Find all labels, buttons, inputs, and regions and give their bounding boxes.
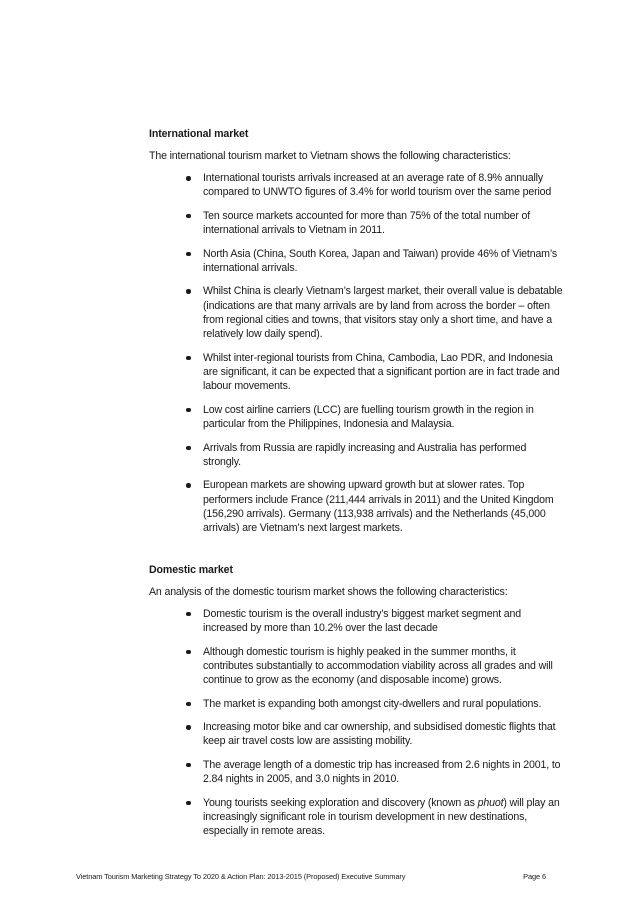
list-item: Ten source markets accounted for more than 75% of the total number of international arrivals to Vietnam in 2011. (149, 209, 565, 238)
bullet-icon (186, 214, 191, 219)
list-item: Arrivals from Russia are rapidly increasing and Australia has performed strongly. (149, 441, 565, 470)
bullet-icon (186, 702, 191, 707)
list-item: North Asia (China, South Korea, Japan and Taiwan) provide 46% of Vietnam’s international arrivals. (149, 247, 565, 276)
domestic-market-heading: Domestic market (149, 563, 233, 576)
bullet-icon (186, 483, 191, 488)
list-item: International tourists arrivals increased at an average rate of 8.9% annually compared to UNWTO figures of 3.4% for world tourism over the same period (149, 171, 565, 200)
list-item: Although domestic tourism is highly peaked in the summer months, it contributes substantially to accommodation viability across all grades and will continue to grow as the economy (and disposable income) grows. (149, 645, 565, 688)
domestic-market-intro: An analysis of the domestic tourism market shows the following characteristics: (149, 585, 508, 598)
bullet-icon (186, 408, 191, 413)
international-market-heading: International market (149, 128, 249, 140)
list-item: Increasing motor bike and car ownership, and subsidised domestic flights that keep air travel costs low are assisting mobility. (149, 720, 565, 749)
page-content (149, 127, 569, 848)
bullet-icon (186, 650, 191, 655)
list-item: Low cost airline carriers (LCC) are fuelling tourism growth in the region in particular from the Philippines, Indonesia and Malaysia. (149, 403, 565, 432)
bullet-icon (186, 763, 191, 768)
domestic-market-list (149, 607, 569, 839)
bullet-icon (186, 252, 191, 257)
section-spacer (149, 545, 569, 563)
list-item: European markets are showing upward growth but at slower rates. Top performers include France (211,444 arrivals in 2011) and the United Kingdom (156,290 arrivals). Germany (113,938 arrivals) and the Netherlands (45,000 arrivals) are Vietnam’s next largest markets. (149, 478, 565, 535)
bullet-icon (186, 801, 191, 806)
phuot-term: phuot (477, 796, 504, 809)
list-item: The market is expanding both amongst city-dwellers and rural populations. (149, 697, 565, 711)
list-item: The average length of a domestic trip has increased from 2.6 nights in 2001, to 2.84 nights in 2005, and 3.0 nights in 2010. (149, 758, 565, 787)
international-market-list (149, 171, 569, 536)
bullet-icon (186, 725, 191, 730)
bullet-icon (186, 176, 191, 181)
list-item: Young tourists seeking exploration and discovery (known as phuot) will play an increasingly significant role in tourism development in new destinations, especially in remote areas. (149, 796, 565, 839)
list-item: Domestic tourism is the overall industry’s biggest market segment and increased by more than 10.2% over the last decade (149, 607, 565, 636)
list-item: Whilst China is clearly Vietnam’s largest market, their overall value is debatable (indications are that many arrivals are by land from across the border – often from regional cities and towns, that visitors stay only a short time, and have a relatively low daily spend). (149, 284, 565, 341)
list-item: Whilst inter-regional tourists from China, Cambodia, Lao PDR, and Indonesia are significant, it can be expected that a significant portion are in fact trade and labour movements. (149, 351, 565, 394)
footer-document-title: Vietnam Tourism Marketing Strategy To 2020 & Action Plan: 2013-2015 (Proposed) Executive Summary (76, 872, 406, 881)
bullet-icon (186, 289, 191, 294)
international-market-intro: The international tourism market to Vietnam shows the following characteristics: (149, 150, 511, 162)
footer-page-number: Page 6 (523, 872, 546, 881)
bullet-icon (186, 356, 191, 361)
bullet-icon (186, 446, 191, 451)
bullet-icon (186, 612, 191, 617)
